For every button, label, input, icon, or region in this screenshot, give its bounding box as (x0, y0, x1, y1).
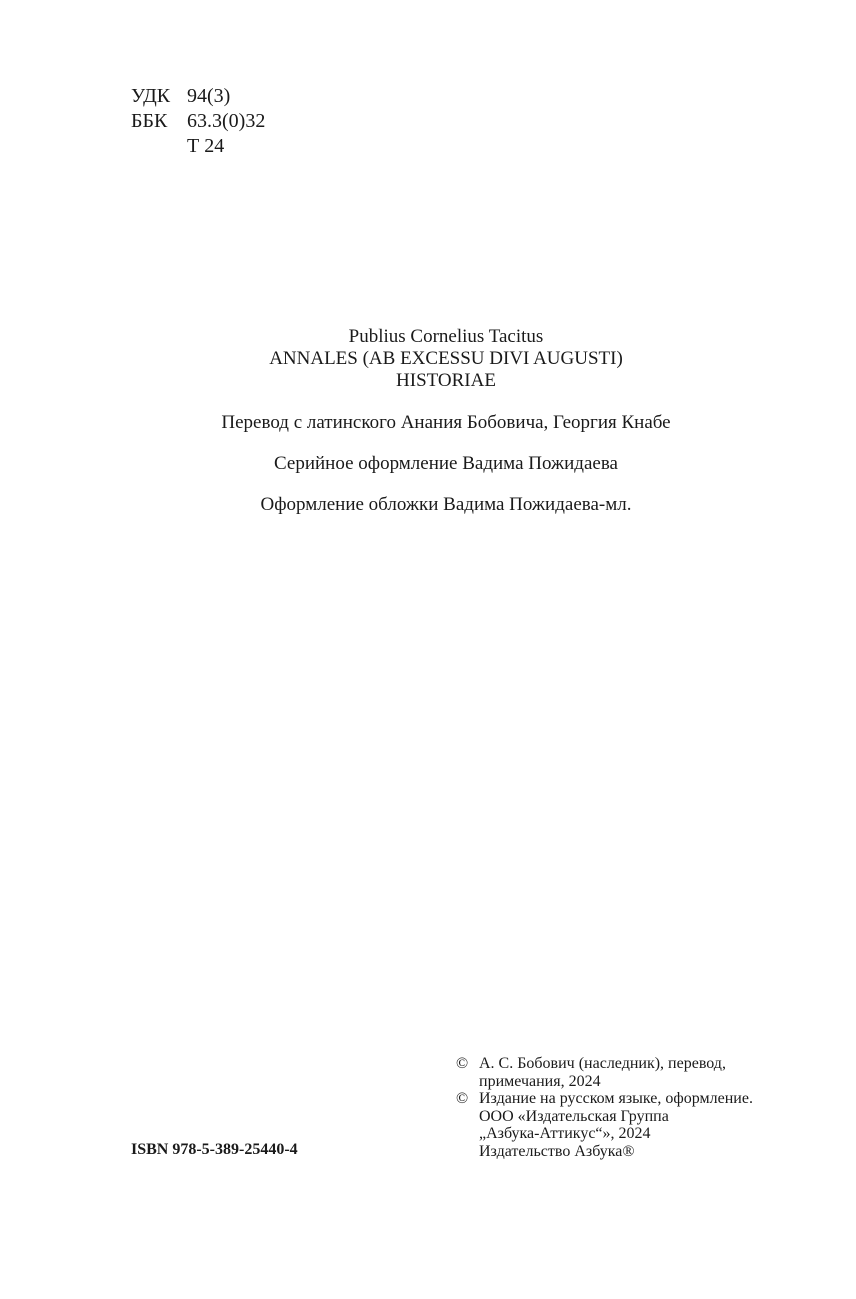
copyright-block (456, 1055, 836, 1160)
cover-design-credit: Оформление обложки Вадима Пожидаева-мл. (260, 494, 632, 515)
author-mark-row (131, 134, 265, 159)
author-name: Publius Cornelius Tacitus (348, 326, 544, 347)
copyright-line: ООО «Издательская Группа (479, 1107, 669, 1125)
copyright-symbol: © (456, 1090, 469, 1107)
udk-value: 94(3) (187, 85, 231, 107)
translation-credit: Перевод с латинского Анания Бобовича, Георгия Кнабе (221, 412, 671, 433)
udk-row (131, 84, 265, 109)
copyright-line: „Азбука-Аттикус“», 2024 (479, 1125, 651, 1142)
author-mark-value: Т 24 (187, 135, 225, 157)
copyright-entry-edition (456, 1090, 836, 1160)
copyright-symbol: © (456, 1055, 469, 1072)
copyright-line: Издание на русском языке, оформление. (479, 1090, 753, 1107)
copyright-line: А. С. Бобович (наследник), перевод, (479, 1055, 726, 1072)
author-mark-label (131, 134, 187, 159)
work-title-annales: ANNALES (AB EXCESSU DIVI AUGUSTI) (269, 348, 623, 369)
classification-codes (131, 84, 265, 159)
bbk-row (131, 109, 265, 134)
bbk-value: 63.3(0)32 (187, 110, 266, 132)
title-block (0, 326, 856, 392)
copyright-entry-translation (456, 1055, 836, 1090)
work-title-historiae: HISTORIAE (396, 370, 496, 391)
copyright-line: примечания, 2024 (479, 1072, 601, 1090)
udk-label: УДК (131, 85, 171, 107)
series-design-credit: Серийное оформление Вадима Пожидаева (274, 453, 618, 474)
bbk-label: ББК (131, 110, 168, 132)
copyright-line: Издательство Азбука® (479, 1142, 635, 1160)
isbn: ISBN 978-5-389-25440-4 (131, 1141, 298, 1158)
